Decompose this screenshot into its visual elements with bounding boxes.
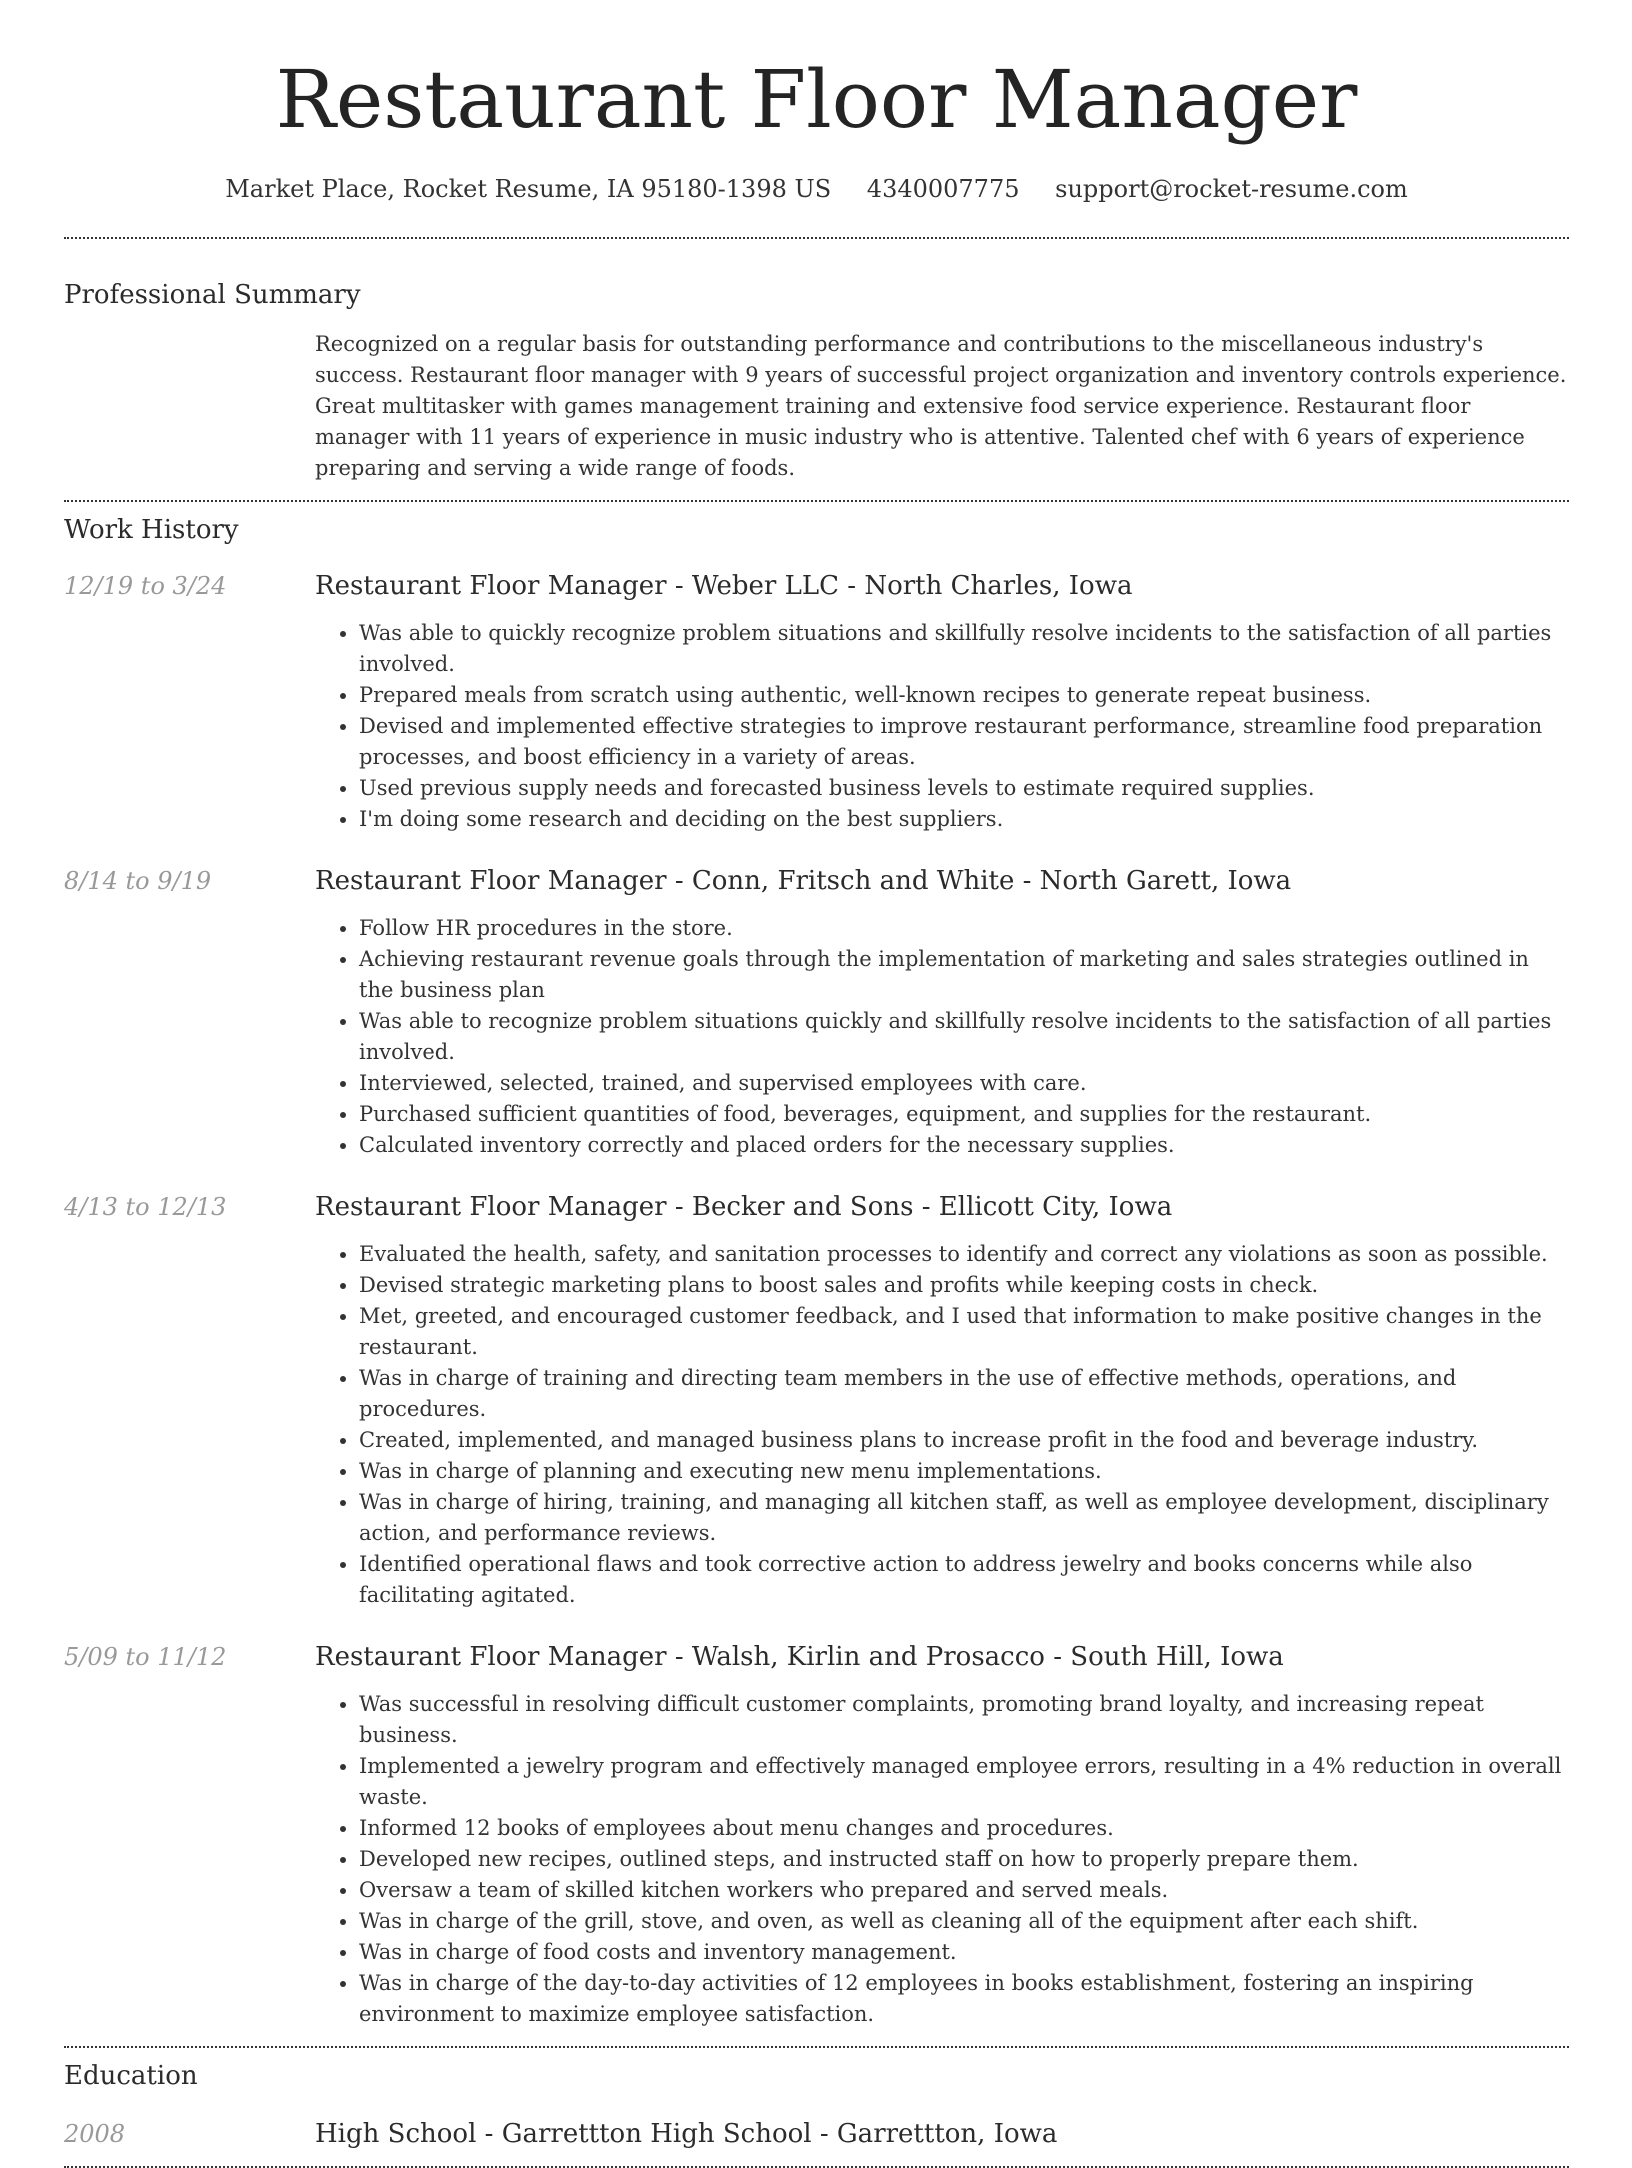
divider xyxy=(64,237,1569,239)
section-title-work-history: Work History xyxy=(64,515,239,545)
job-date: 8/14 to 9/19 xyxy=(64,867,212,895)
education-entry xyxy=(64,2118,1569,2150)
job-bullet: • Created, implemented, and managed business plans to increase profit in the food and beverage industry. xyxy=(359,1425,1569,1456)
job-entry xyxy=(64,1191,1569,1611)
job-bullet: • Met, greeted, and encouraged customer feedback, and I used that information to make positive changes in the restaurant. xyxy=(359,1301,1569,1363)
education-title: High School - Garrettton High School - Garrettton, Iowa xyxy=(315,2119,1058,2149)
section-title-summary: Professional Summary xyxy=(64,280,361,310)
job-entry xyxy=(64,1641,1569,2030)
contact-phone: 4340007775 xyxy=(866,175,1020,203)
job-bullet: • Used previous supply needs and forecasted business levels to estimate required supplies. xyxy=(359,773,1569,804)
job-bullet: • Interviewed, selected, trained, and supervised employees with care. xyxy=(359,1068,1569,1099)
job-bullet: • Informed 12 books of employees about menu changes and procedures. xyxy=(359,1813,1569,1844)
summary-spacer xyxy=(64,329,315,484)
summary-row xyxy=(64,329,1569,484)
summary-text: Recognized on a regular basis for outstanding performance and contributions to the miscellaneous industry's success. Restaurant floor manager with 9 years of successful project organization and inventory controls experience. Great multitasker with games management training and extensive food service experience. Restaurant floor manager with 11 years of experience in music industry who is attentive. Talented chef with 6 years of experience preparing and serving a wide range of foods. xyxy=(315,332,1567,480)
contact-line xyxy=(64,174,1569,204)
job-bullet: • Was in charge of training and directing team members in the use of effective methods, operations, and procedures. xyxy=(359,1363,1569,1425)
job-entry xyxy=(64,865,1569,1161)
candidate-name: Restaurant Floor Manager xyxy=(275,53,1358,146)
job-bullet: • Purchased sufficient quantities of food, beverages, equipment, and supplies for the restaurant. xyxy=(359,1099,1569,1130)
job-date: 5/09 to 11/12 xyxy=(64,1643,227,1671)
job-bullet: • Was in charge of food costs and inventory management. xyxy=(359,1937,1569,1968)
job-bullet: • Was in charge of the day-to-day activities of 12 employees in books establishment, fostering an inspiring environment to maximize employee satisfaction. xyxy=(359,1968,1569,2030)
divider xyxy=(64,2046,1569,2048)
job-bullets xyxy=(315,1239,1569,1611)
job-date: 4/13 to 12/13 xyxy=(64,1193,227,1221)
job-title: Restaurant Floor Manager - Conn, Fritsch and White - North Garett, Iowa xyxy=(315,866,1292,896)
job-bullet: • Calculated inventory correctly and placed orders for the necessary supplies. xyxy=(359,1130,1569,1161)
job-bullet: • Was successful in resolving difficult customer complaints, promoting brand loyalty, and increasing repeat business. xyxy=(359,1689,1569,1751)
job-bullet: • I'm doing some research and deciding on the best suppliers. xyxy=(359,804,1569,835)
job-bullet: • Was able to recognize problem situations quickly and skillfully resolve incidents to the satisfaction of all parties involved. xyxy=(359,1006,1569,1068)
job-title: Restaurant Floor Manager - Becker and Sons - Ellicott City, Iowa xyxy=(315,1192,1173,1222)
job-bullet: • Developed new recipes, outlined steps, and instructed staff on how to properly prepare them. xyxy=(359,1844,1569,1875)
job-bullets xyxy=(315,618,1569,835)
job-bullet: • Achieving restaurant revenue goals through the implementation of marketing and sales strategies outlined in the business plan xyxy=(359,944,1569,1006)
job-bullets xyxy=(315,913,1569,1161)
job-bullet: • Devised strategic marketing plans to boost sales and profits while keeping costs in check. xyxy=(359,1270,1569,1301)
job-bullets xyxy=(315,1689,1569,2030)
job-bullet: • Evaluated the health, safety, and sanitation processes to identify and correct any violations as soon as possible. xyxy=(359,1239,1569,1270)
contact-email: support@rocket-resume.com xyxy=(1055,175,1408,203)
job-title: Restaurant Floor Manager - Weber LLC - North Charles, Iowa xyxy=(315,571,1133,601)
job-bullet: • Was in charge of the grill, stove, and oven, as well as cleaning all of the equipment after each shift. xyxy=(359,1906,1569,1937)
job-date: 12/19 to 3/24 xyxy=(64,572,227,600)
job-bullet: • Was in charge of planning and executing new menu implementations. xyxy=(359,1456,1569,1487)
job-title: Restaurant Floor Manager - Walsh, Kirlin and Prosacco - South Hill, Iowa xyxy=(315,1642,1284,1672)
job-entry xyxy=(64,570,1569,835)
education-date: 2008 xyxy=(64,2120,126,2148)
section-title-education: Education xyxy=(64,2061,198,2091)
job-bullet: • Was in charge of hiring, training, and managing all kitchen staff, as well as employee development, disciplinary action, and performance reviews. xyxy=(359,1487,1569,1549)
job-bullet: • Devised and implemented effective strategies to improve restaurant performance, streamline food preparation processes, and boost efficiency in a variety of areas. xyxy=(359,711,1569,773)
job-bullet: • Prepared meals from scratch using authentic, well-known recipes to generate repeat business. xyxy=(359,680,1569,711)
job-bullet: • Identified operational flaws and took corrective action to address jewelry and books concerns while also facilitating agitated. xyxy=(359,1549,1569,1611)
job-bullet: • Follow HR procedures in the store. xyxy=(359,913,1569,944)
resume-page xyxy=(64,0,1569,2168)
divider xyxy=(64,500,1569,502)
job-bullet: • Oversaw a team of skilled kitchen workers who prepared and served meals. xyxy=(359,1875,1569,1906)
job-bullet: • Implemented a jewelry program and effectively managed employee errors, resulting in a 4% reduction in overall waste. xyxy=(359,1751,1569,1813)
contact-address: Market Place, Rocket Resume, IA 95180-1398 US xyxy=(225,175,832,203)
job-bullet: • Was able to quickly recognize problem situations and skillfully resolve incidents to the satisfaction of all parties involved. xyxy=(359,618,1569,680)
